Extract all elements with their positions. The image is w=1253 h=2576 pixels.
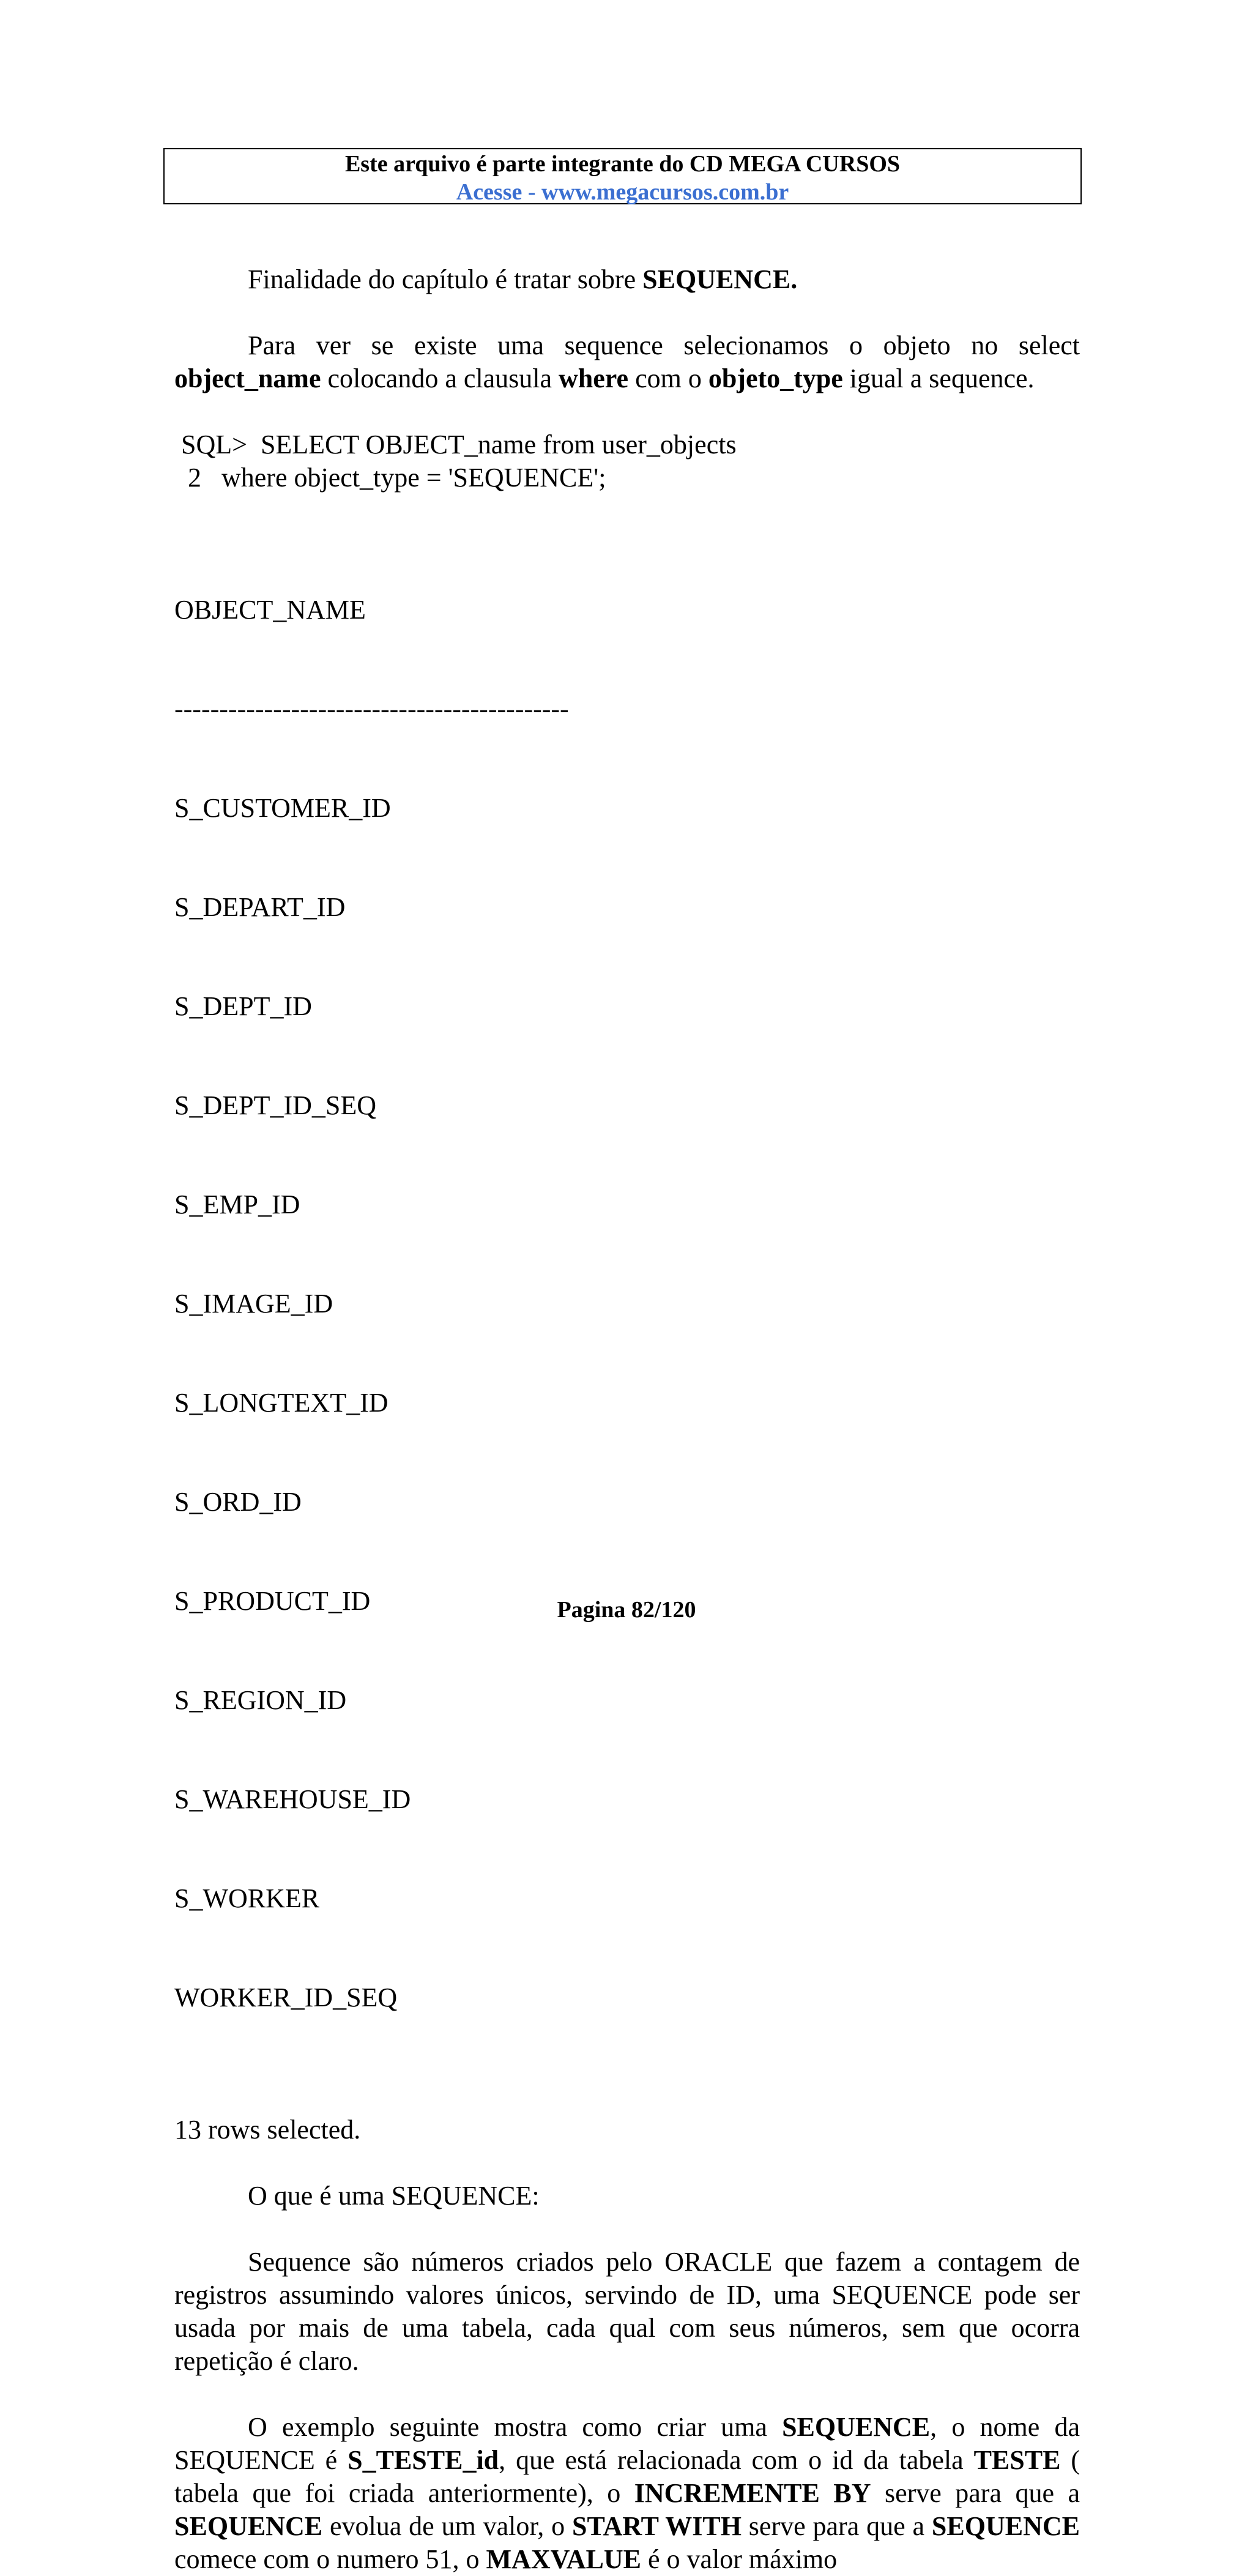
page-number: Pagina 82/120 xyxy=(557,1597,696,1623)
result-row: WORKER_ID_SEQ xyxy=(174,1982,398,2012)
result-separator: -------------------------------------------- xyxy=(174,694,569,724)
sql-line: SQL> SELECT OBJECT_name from user_objects xyxy=(174,430,737,460)
paragraph-sequence-definition: Sequence são números criados pelo ORACLE que fazem a contagem de registros assumindo valores únicos, servindo de ID, uma SEQUENCE pode ser usada por mais de uma tabela, cada qual com seus números, sem que ocorra repetição é claro. xyxy=(174,2247,1080,2376)
question-heading: O que é uma SEQUENCE: xyxy=(248,2181,540,2211)
header-title: Este arquivo é parte integrante do CD MEGA CURSOS xyxy=(344,151,901,177)
result-row: S_REGION_ID xyxy=(174,1685,347,1715)
sql-line: 2 where object_type = 'SEQUENCE'; xyxy=(174,463,606,493)
intro-text: Finalidade do capítulo é tratar sobre xyxy=(248,264,643,294)
query-result xyxy=(174,527,1080,2080)
result-row: S_EMP_ID xyxy=(174,1189,300,1219)
sql-query xyxy=(174,428,1080,494)
result-row: S_PRODUCT_ID xyxy=(174,1586,371,1616)
result-row: S_DEPART_ID xyxy=(174,892,346,922)
header-website-link[interactable]: Acesse - www.megacursos.com.br xyxy=(456,179,789,205)
result-row: S_WORKER xyxy=(174,1883,320,1913)
result-row: S_DEPT_ID_SEQ xyxy=(174,1090,377,1120)
result-column-header: OBJECT_NAME xyxy=(174,595,366,625)
intro-paragraph xyxy=(174,263,1080,296)
paragraph-object-lookup: Para ver se existe uma sequence selecionamos o objeto no select object_name colocando a clausula where com o objeto_type igual a sequence. xyxy=(174,330,1080,393)
result-row: S_CUSTOMER_ID xyxy=(174,793,391,823)
page-content xyxy=(174,263,1080,2576)
result-row: S_IMAGE_ID xyxy=(174,1289,333,1319)
result-row: S_LONGTEXT_ID xyxy=(174,1388,389,1418)
result-row: S_ORD_ID xyxy=(174,1487,302,1517)
rows-selected-count: 13 rows selected. xyxy=(174,2115,361,2145)
intro-bold: SEQUENCE. xyxy=(642,264,798,294)
result-row: S_WAREHOUSE_ID xyxy=(174,1784,411,1814)
result-row: S_DEPT_ID xyxy=(174,991,312,1021)
document-header-box xyxy=(163,148,1082,204)
paragraph-create-sequence: O exemplo seguinte mostra como criar uma SEQUENCE, o nome da SEQUENCE é S_TESTE_id, que está relacionada com o id da tabela TESTE ( tabela que foi criada anteriormente), o INCREMENTE BY serve para que a SEQUENCE evolua de um valor, o START WITH serve para que a SEQUENCE comece com o numero 51, o MAXVALUE é o valor máximo xyxy=(174,2412,1080,2574)
